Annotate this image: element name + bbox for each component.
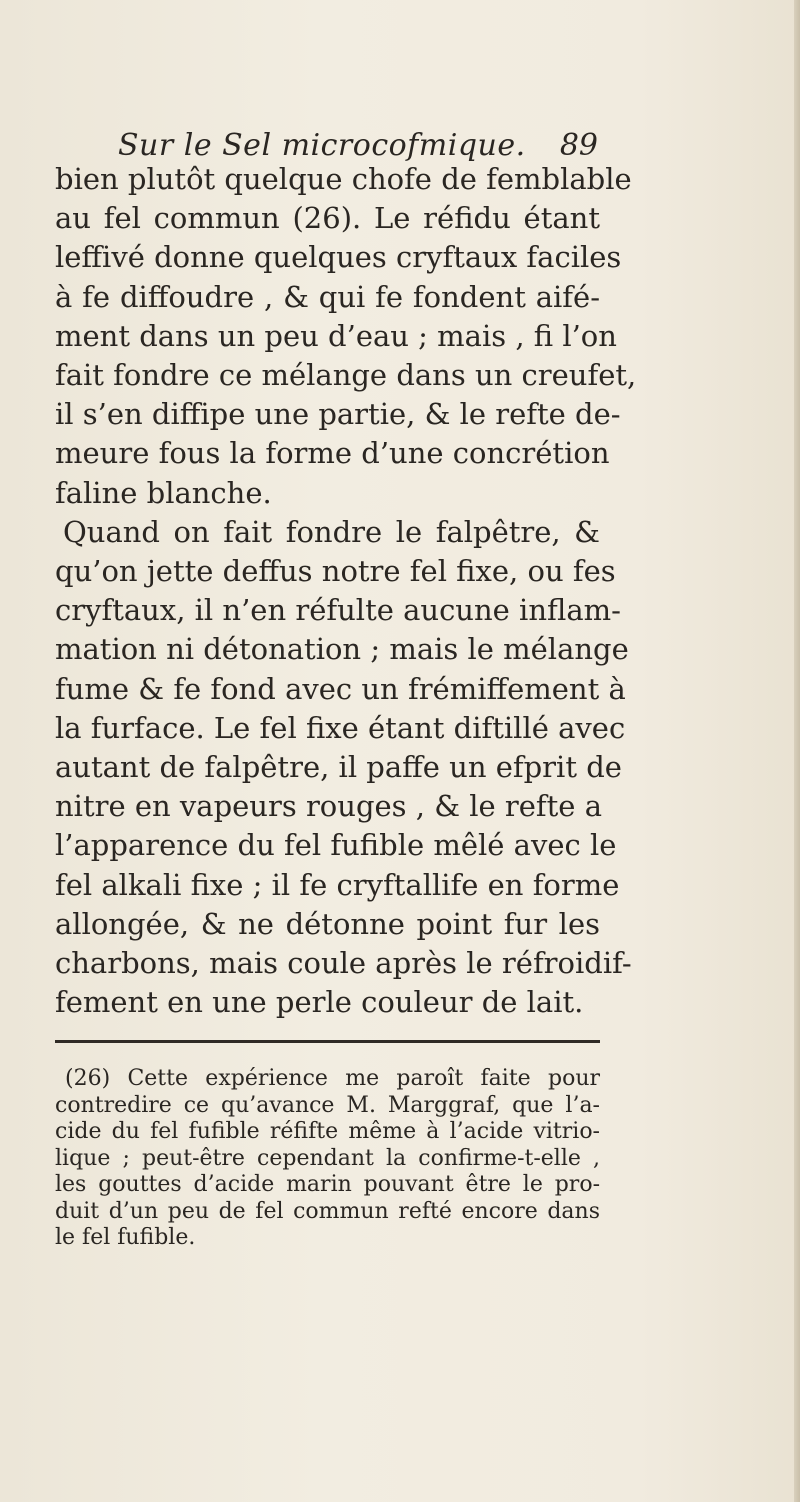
footnote-line: contredire ce qu’avance M. Marggraf, que l’a- [55, 1092, 600, 1118]
text-line: fel alkali fixe ; il fe cryftallife en forme [55, 867, 620, 902]
text-line: la furface. Le fel fixe étant diftillé avec [55, 710, 626, 745]
text-line: bien plutôt quelque chofe de femblable [55, 162, 632, 196]
running-title: Sur le Sel microcofmique. [118, 128, 526, 163]
footnote-line: le fel fufible. [55, 1225, 196, 1250]
text-line: meure fous la forme d’une concrétion [55, 436, 610, 471]
text-line: nitre en vapeurs rouges , & le refte a [55, 789, 602, 824]
footnote-rule [55, 1040, 600, 1043]
footnote-line: cide du fel fufible réfifte même à l’acide vitrio- [55, 1119, 600, 1144]
text-line: leffivé donne quelques cryftaux faciles [55, 240, 622, 275]
footnote-line: les gouttes d’acide marin pouvant être le pro- [55, 1172, 600, 1197]
main-text [55, 160, 637, 1022]
text-line: cryftaux, il n’en réfulte aucune inflam- [55, 593, 621, 628]
text-line: fait fondre ce mélange dans un creufet, [55, 358, 637, 393]
text-line: fement en une perle couleur de lait. [55, 985, 584, 1020]
text-line: charbons, mais coule après le réfroidif- [55, 946, 632, 981]
text-line: mation ni détonation ; mais le mélange [55, 632, 629, 667]
text-line: il s’en diffipe une partie, & le refte de- [55, 397, 621, 432]
text-line: faline blanche. [55, 475, 272, 510]
page-header [118, 128, 598, 164]
text-line: autant de falpêtre, il paffe un efprit de [55, 750, 622, 785]
footnote-line: duit d’un peu de fel commun refté encore dans [55, 1198, 600, 1224]
text-line: l’apparence du fel fufible mêlé avec le [55, 828, 617, 863]
text-line: fume & fe fond avec un frémiffement à [55, 671, 626, 706]
footnote [55, 1066, 600, 1252]
text-line: allongée, & ne détonne point fur les [55, 906, 600, 941]
text-line: qu’on jette deffus notre fel fixe, ou fes [55, 554, 616, 589]
footnote-line: (26) Cette expérience me paroît faite pour [65, 1066, 600, 1091]
text-line: ment dans un peu d’eau ; mais , fi l’on [55, 318, 617, 353]
text-line: à fe diffoudre , & qui fe fondent aifé- [55, 279, 600, 314]
footnote-line: lique ; peut-être cependant la confirme-t-elle , [55, 1145, 600, 1171]
text-line: Quand on fait fondre le falpêtre, & [63, 514, 600, 549]
page-number: 89 [559, 128, 598, 163]
text-line: au fel commun (26). Le réfidu étant [55, 201, 600, 236]
page-edge [794, 0, 800, 1502]
